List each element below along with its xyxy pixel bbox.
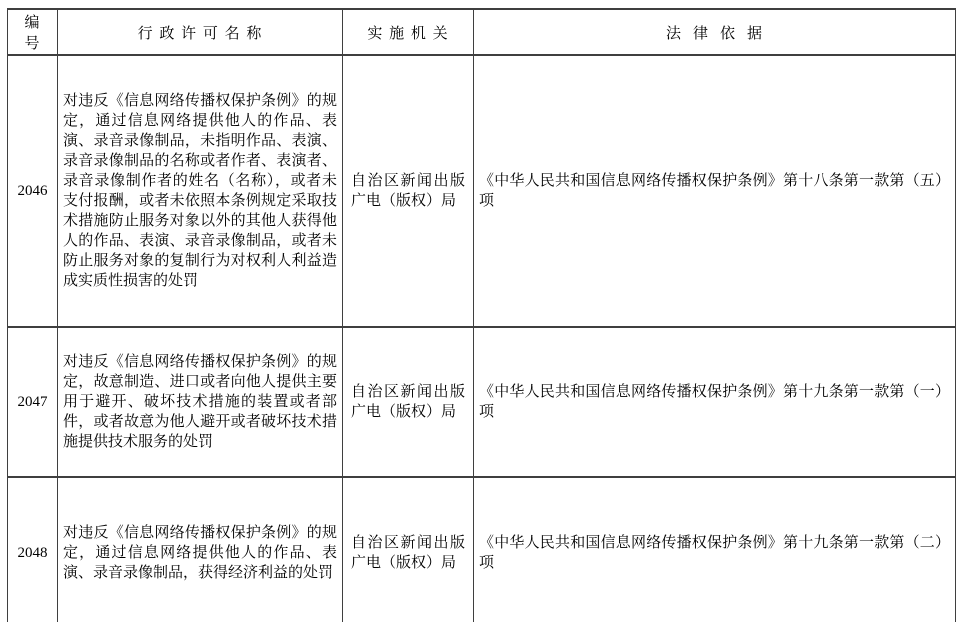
permit-name: 对违反《信息网络传播权保护条例》的规定，通过信息网络提供他人的作品、表演、录音录像制品，获得经济利益的处罚 — [58, 477, 343, 622]
legal-basis: 《中华人民共和国信息网络传播权保护条例》第十九条第一款第（二）项 — [474, 477, 956, 622]
table-row — [8, 55, 956, 327]
table-row — [8, 477, 956, 622]
table-header-row — [8, 9, 956, 55]
permits-table — [7, 8, 956, 622]
row-id: 2048 — [8, 477, 58, 622]
row-id: 2046 — [8, 55, 58, 327]
legal-basis: 《中华人民共和国信息网络传播权保护条例》第十九条第一款第（一）项 — [474, 327, 956, 477]
row-id: 2047 — [8, 327, 58, 477]
col-header-agency: 实施机关 — [343, 9, 474, 55]
table-row — [8, 327, 956, 477]
agency: 自治区新闻出版广电（版权）局 — [343, 327, 474, 477]
permit-name: 对违反《信息网络传播权保护条例》的规定，故意制造、进口或者向他人提供主要用于避开、破坏技术措施的装置或者部件，或者故意为他人避开或者破坏技术措施提供技术服务的处罚 — [58, 327, 343, 477]
col-header-id: 编号 — [8, 9, 58, 55]
col-header-legal-basis: 法律依据 — [474, 9, 956, 55]
permit-name: 对违反《信息网络传播权保护条例》的规定，通过信息网络提供他人的作品、表演、录音录像制品，未指明作品、表演、录音录像制品的名称或者作者、表演者、录音录像制作者的姓名（名称），或者未支付报酬，或者未依照本条例规定采取技术措施防止服务对象以外的其他人获得他人的作品、表演、录音录像制品，或者未防止服务对象的复制行为对权利人利益造成实质性损害的处罚 — [58, 55, 343, 327]
agency: 自治区新闻出版广电（版权）局 — [343, 477, 474, 622]
legal-basis: 《中华人民共和国信息网络传播权保护条例》第十八条第一款第（五）项 — [474, 55, 956, 327]
agency: 自治区新闻出版广电（版权）局 — [343, 55, 474, 327]
col-header-permit-name: 行政许可名称 — [58, 9, 343, 55]
